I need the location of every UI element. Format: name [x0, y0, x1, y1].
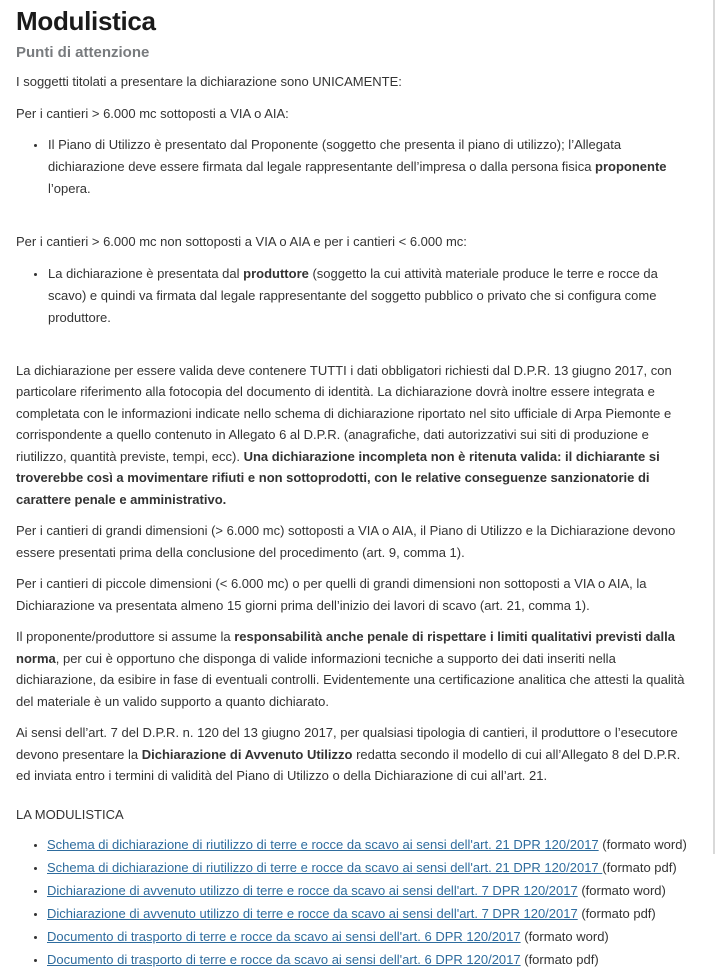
document-link-item — [47, 833, 698, 856]
paragraph-avvenuto-utilizzo — [16, 722, 698, 787]
link-avvenuto-utilizzo-word[interactable]: Dichiarazione di avvenuto utilizzo di terre e rocce da scavo ai sensi dell'art. 7 DPR 120/2017 — [47, 883, 578, 898]
document-links-list — [16, 833, 698, 971]
paragraph-text: , per cui è opportuno che disponga di valide informazioni tecniche a supporto dei dati inseriti nella dichiarazione, da esibire in fase di eventuali controlli. Evidentemente una certificazione analitica che attesti la qualità del materiale è un valido supporto a quanto dichiarato. — [16, 650, 685, 709]
paragraph-cantieri-non-via: Per i cantieri > 6.000 mc non sottoposti a VIA o AIA e per i cantieri < 6.000 mc: — [16, 234, 467, 249]
paragraph-text: La dichiarazione per essere valida deve contenere TUTTI i dati obbligatori richiesti dal D.P.R. 13 giugno 2017, con particolare riferimento alla fotocopia del documento di identità. La dichiarazione dovrà inoltre essere integrata e completata con le informazioni indicate nello schema di dichiarazione riportato nel sito ufficiale di Arpa Piemonte e corrispondente a quello contenuto in Allegato 6 al D.P.R. (anagrafiche, dati autorizzativi sui siti di produzione e riutilizzo, quantità previste, tempi, ecc). — [16, 362, 672, 464]
document-link-item — [47, 925, 698, 948]
paragraph-bold-text: Una dichiarazione incompleta non è ritenuta valida: il dichiarante si troverebbe così a movimentare rifiuti e non sottoprodotti, con le relative conseguenze sanzionatorie di carattere penale e amministrativo. — [16, 448, 660, 507]
list-item-text: (soggetto la cui attività materiale produce le terre e rocce da scavo) e quindi va firmata dal legale rappresentante del soggetto pubblico o privato che si configura come produttore. — [48, 265, 658, 325]
paragraph-text: Il proponente/produttore si assume la — [16, 629, 235, 644]
paragraph-intro: I soggetti titolati a presentare la dichiarazione sono UNICAMENTE: — [16, 74, 402, 89]
bullet-list-proponente — [16, 134, 698, 200]
paragraph-cantieri-via: Per i cantieri > 6.000 mc sottoposti a VIA o AIA: — [16, 105, 289, 121]
paragraph-bold-text: Dichiarazione di Avvenuto Utilizzo — [141, 746, 353, 762]
document-link-item — [47, 879, 698, 902]
paragraph-validita — [16, 360, 698, 511]
list-item — [47, 263, 698, 329]
link-format-label: (formato word) — [577, 883, 666, 898]
paragraph-responsabilita — [16, 626, 698, 712]
document-link-item — [47, 856, 698, 879]
paragraph-text: redatta secondo il modello di cui all’Allegato 8 del D.P.R. ed inviata entro i termini di validità del Piano di Utilizzo o della Dichiarazione di cui all’art. 21. — [16, 746, 681, 783]
list-item-text: l’opera. — [48, 181, 91, 196]
paragraph-text: Ai sensi dell’art. 7 del D.P.R. n. 120 del 13 giugno 2017, per qualsiasi tipologia di cantieri, il produttore o l’esecutore devono presentare la — [16, 725, 678, 762]
link-schema-riutilizzo-word[interactable]: Schema di dichiarazione di riutilizzo di terre e rocce da scavo ai sensi dell'art. 21 DPR 120/2017 — [47, 837, 599, 852]
document-link-item — [47, 948, 698, 971]
paragraph-grandi-dimensioni: Per i cantieri di grandi dimensioni (> 6.000 mc) sottoposti a VIA o AIA, il Piano di Utilizzo e la Dichiarazione devono essere presentati prima della conclusione del procedimento (art. 9, comma 1). — [16, 523, 676, 560]
link-format-label: (formato pdf) — [577, 906, 656, 921]
link-avvenuto-utilizzo-pdf[interactable]: Dichiarazione di avvenuto utilizzo di terre e rocce da scavo ai sensi dell'art. 7 DPR 120/2017 — [47, 906, 578, 921]
link-format-label: (formato pdf) — [602, 860, 677, 875]
link-documento-trasporto-pdf[interactable]: Documento di trasporto di terre e rocce da scavo ai sensi dell'art. 6 DPR 120/2017 — [47, 952, 521, 967]
link-format-label: (formato word) — [520, 929, 609, 944]
link-documento-trasporto-word[interactable]: Documento di trasporto di terre e rocce da scavo ai sensi dell'art. 6 DPR 120/2017 — [47, 929, 521, 944]
modulistica-section-label: LA MODULISTICA — [16, 806, 124, 822]
list-item-text: La dichiarazione è presentata dal — [48, 265, 244, 281]
list-item-text: Il Piano di Utilizzo è presentato dal Proponente (soggetto che presenta il piano di utilizzo); l’Allegata dichiarazione deve essere firmata dal legale rappresentante dell’impresa o dalla persona fisica — [48, 137, 622, 174]
document-link-item — [47, 902, 698, 925]
list-item-bold-text: produttore — [243, 265, 309, 281]
page-title: Modulistica — [16, 6, 156, 36]
page-subtitle: Punti di attenzione — [16, 44, 150, 61]
list-item-bold-text: proponente — [595, 159, 667, 174]
paragraph-piccole-dimensioni: Per i cantieri di piccole dimensioni (< 6.000 mc) o per quelli di grandi dimensioni non sottoposti a VIA o AIA, la Dichiarazione va presentata almeno 15 giorni prima dell’inizio dei lavori di scavo (art. 21, comma 1). — [16, 576, 647, 613]
list-item — [47, 134, 698, 200]
link-format-label: (formato pdf) — [520, 952, 599, 967]
paragraph-bold-text: responsabilità anche penale di rispettare i limiti qualitativi previsti dalla norma — [16, 629, 675, 666]
link-schema-riutilizzo-pdf[interactable]: Schema di dichiarazione di riutilizzo di terre e rocce da scavo ai sensi dell'art. 21 DPR 120/2017 — [47, 860, 603, 875]
content-right-border — [713, 0, 715, 854]
bullet-list-produttore — [16, 263, 698, 329]
link-format-label: (formato word) — [598, 837, 687, 852]
